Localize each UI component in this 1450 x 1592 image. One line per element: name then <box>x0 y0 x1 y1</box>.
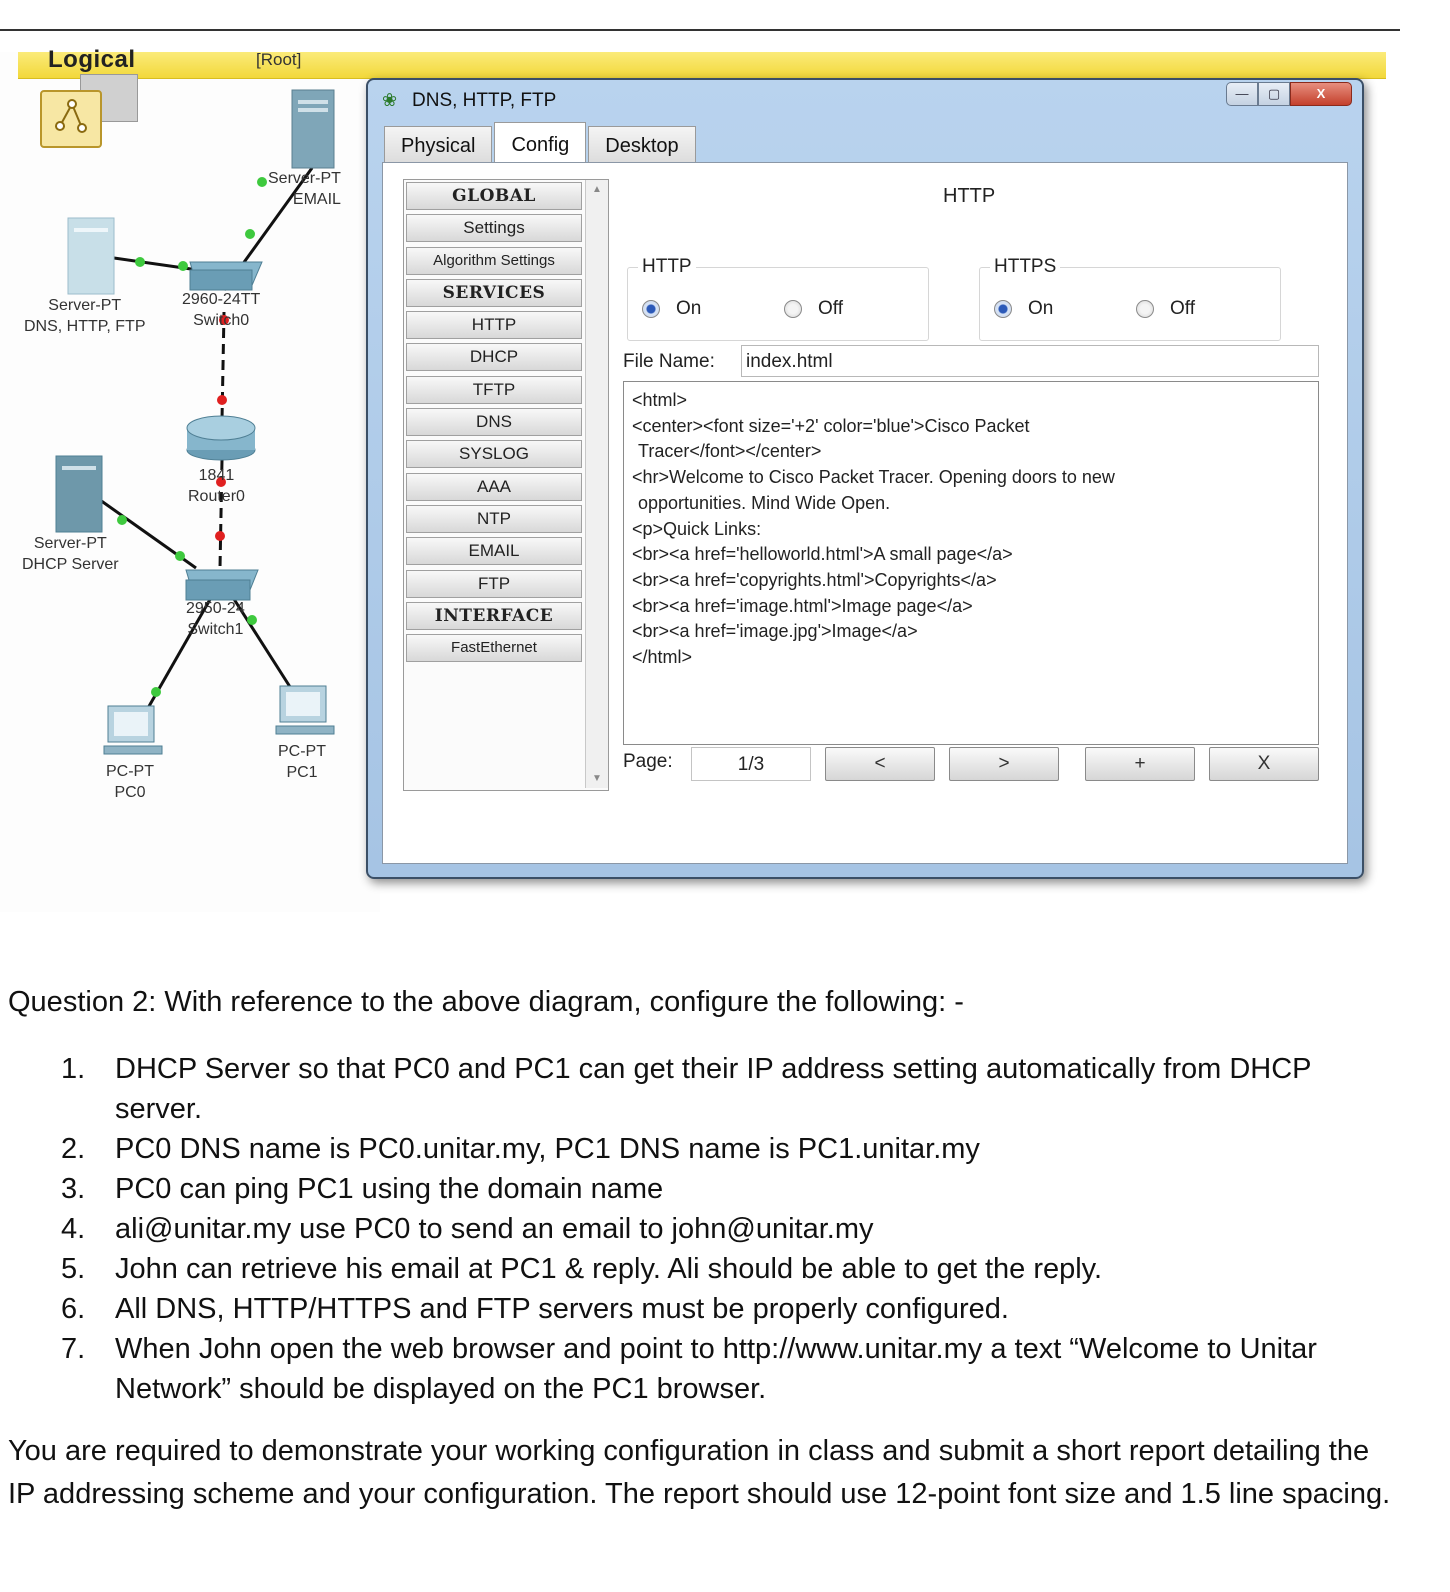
question-text: When John open the web browser and point to http://www.unitar.my a text “Welcome to Unitar Network” should be displayed on the PC1 browser. <box>115 1333 1317 1405</box>
menu-item-syslog[interactable]: SYSLOG <box>406 440 582 468</box>
window-title: DNS, HTTP, FTP <box>412 90 557 111</box>
config-panel <box>382 162 1348 864</box>
server-app-icon: ❀ <box>382 90 398 110</box>
code-line: <hr>Welcome to Cisco Packet Tracer. Opening doors to new <box>632 467 1115 488</box>
device-label-switch1: 2950-24 Switch1 <box>186 600 245 638</box>
prev-page-button[interactable]: < <box>825 747 935 781</box>
code-line: opportunities. Mind Wide Open. <box>638 492 891 513</box>
file-name-input[interactable]: index.html <box>741 345 1319 377</box>
page-field[interactable]: 1/3 <box>691 747 811 781</box>
question-number: 4. <box>61 1213 86 1245</box>
question-text: John can retrieve his email at PC1 & reply. Ali should be able to get the reply. <box>115 1253 1103 1285</box>
next-page-button[interactable]: > <box>949 747 1059 781</box>
scroll-up-icon[interactable]: ▲ <box>592 184 602 195</box>
question-item <box>0 1049 1400 1129</box>
code-line: <html> <box>632 390 688 410</box>
tab-desktop[interactable]: Desktop <box>588 126 695 163</box>
remove-page-button[interactable]: X <box>1209 747 1319 781</box>
link-light <box>117 515 127 525</box>
link-light <box>175 551 185 561</box>
radio-unchecked-icon <box>784 300 802 318</box>
device-label-email: Server-PT EMAIL <box>268 170 341 208</box>
link-light <box>178 261 188 271</box>
report-instructions: You are required to demonstrate your working configuration in class and submit a short report detailing the IP addressing scheme and your configuration. The report should use 12-point font size and 1.5 line spacing. <box>8 1435 1391 1510</box>
device-label-router0: 1841 Router0 <box>188 467 245 505</box>
https-on-radio[interactable] <box>994 298 1053 320</box>
file-name-label: File Name: <box>623 351 715 372</box>
question-item <box>0 1129 1400 1169</box>
code-line: </html> <box>632 647 693 668</box>
http-off-label: Off <box>818 298 843 319</box>
link-light <box>257 177 267 187</box>
link-light <box>245 229 255 239</box>
device-label-dhcp: Server-PT DHCP Server <box>22 535 119 573</box>
menu-header-services: SERVICES <box>406 279 582 307</box>
device-label-pc0: PC-PT PC0 <box>106 763 154 801</box>
question-item <box>0 1249 1400 1289</box>
question-number: 6. <box>61 1293 86 1325</box>
question-item <box>0 1289 1400 1329</box>
question-item <box>0 1329 1400 1409</box>
server-dhcp-icon[interactable] <box>56 456 102 532</box>
window-controls <box>1226 82 1352 106</box>
router0-icon[interactable] <box>187 416 255 460</box>
maximize-button[interactable]: ▢ <box>1258 82 1290 106</box>
question-text: PC0 DNS name is PC0.unitar.my, PC1 DNS name is PC1.unitar.my <box>115 1133 980 1165</box>
http-group-label: HTTP <box>638 256 696 278</box>
menu-item-email[interactable]: EMAIL <box>406 537 582 565</box>
link-light <box>215 531 225 541</box>
question-number: 3. <box>61 1173 86 1205</box>
menu-item-algorithm-settings[interactable]: Algorithm Settings <box>406 247 582 275</box>
code-line: <p>Quick Links: <box>632 518 762 539</box>
https-group-label: HTTPS <box>990 256 1060 278</box>
pc0-icon[interactable] <box>104 706 162 754</box>
question-number: 5. <box>61 1253 86 1285</box>
tab-physical[interactable]: Physical <box>384 126 492 163</box>
http-on-label: On <box>676 298 702 319</box>
device-label-pc1: PC-PT PC1 <box>278 743 326 781</box>
link-light <box>151 687 161 697</box>
radio-checked-icon <box>642 300 660 318</box>
http-on-radio[interactable] <box>642 298 701 320</box>
link-light <box>135 257 145 267</box>
code-line: Tracer</font></center> <box>638 441 822 462</box>
service-title: HTTP <box>943 185 996 207</box>
html-editor[interactable] <box>623 381 1319 745</box>
code-line: <br><a href='image.html'>Image page</a> <box>632 595 973 616</box>
server-dns-http-ftp-icon[interactable] <box>68 218 114 294</box>
scroll-down-icon[interactable]: ▼ <box>592 773 602 784</box>
question-text: All DNS, HTTP/HTTPS and FTP servers must be properly configured. <box>115 1293 1009 1325</box>
menu-item-dns[interactable]: DNS <box>406 408 582 436</box>
menu-scrollbar[interactable] <box>585 180 608 788</box>
minimize-button[interactable]: — <box>1226 82 1258 106</box>
http-group <box>627 256 929 341</box>
http-off-radio[interactable] <box>784 298 843 320</box>
https-group <box>979 256 1281 341</box>
menu-item-settings[interactable]: Settings <box>406 214 582 242</box>
menu-item-http[interactable]: HTTP <box>406 311 582 339</box>
menu-header-interface: INTERFACE <box>406 602 582 630</box>
page-label: Page: <box>623 751 673 772</box>
question-item <box>0 1209 1400 1249</box>
device-config-window[interactable] <box>366 78 1364 879</box>
question-text: PC0 can ping PC1 using the domain name <box>115 1173 664 1205</box>
menu-item-aaa[interactable]: AAA <box>406 473 582 501</box>
link-light <box>247 615 257 625</box>
code-line: <br><a href='helloworld.html'>A small page</a> <box>632 544 1013 565</box>
code-line: <br><a href='image.jpg'>Image</a> <box>632 621 918 642</box>
menu-item-ftp[interactable]: FTP <box>406 570 582 598</box>
question-text: ali@unitar.my use PC0 to send an email to john@unitar.my <box>115 1213 874 1245</box>
tab-config[interactable]: Config <box>494 122 586 163</box>
https-off-label: Off <box>1170 298 1195 319</box>
question-number: 2. <box>61 1133 86 1165</box>
menu-item-fastethernet[interactable]: FastEthernet <box>406 634 582 662</box>
code-line: <center><font size='+2' color='blue'>Cisco Packet <box>632 415 1030 436</box>
code-line: <br><a href='copyrights.html'>Copyrights</a> <box>632 569 997 590</box>
pc1-icon[interactable] <box>276 686 334 734</box>
question-number: 1. <box>61 1053 86 1085</box>
switch0-icon[interactable] <box>190 262 262 290</box>
close-button[interactable]: X <box>1290 82 1352 106</box>
radio-checked-icon <box>994 300 1012 318</box>
menu-item-ntp[interactable]: NTP <box>406 505 582 533</box>
add-page-button[interactable]: + <box>1085 747 1195 781</box>
question-item <box>0 1169 1400 1209</box>
question-heading: Question 2: With reference to the above diagram, configure the following: - <box>8 986 964 1018</box>
https-on-label: On <box>1028 298 1054 319</box>
menu-item-tftp[interactable]: TFTP <box>406 376 582 404</box>
logical-mode-label: Logical <box>48 46 136 73</box>
question-number: 7. <box>61 1333 86 1365</box>
root-label[interactable]: [Root] <box>256 50 302 69</box>
device-label-switch0: 2960-24TT Switch0 <box>182 291 261 329</box>
config-menu <box>403 179 609 791</box>
server-email-icon[interactable] <box>292 90 334 168</box>
link-light <box>217 395 227 405</box>
question-list <box>0 1049 1400 1409</box>
question-text: DHCP Server so that PC0 and PC1 can get their IP address setting automatically from DHCP server. <box>115 1053 1311 1125</box>
https-off-radio[interactable] <box>1136 298 1195 320</box>
menu-item-dhcp[interactable]: DHCP <box>406 343 582 371</box>
tab-bar <box>384 126 698 163</box>
radio-unchecked-icon <box>1136 300 1154 318</box>
switch1-icon[interactable] <box>186 570 258 600</box>
device-label-dns-http-ftp: Server-PT DNS, HTTP, FTP <box>24 297 146 335</box>
menu-header-global: GLOBAL <box>406 182 582 210</box>
